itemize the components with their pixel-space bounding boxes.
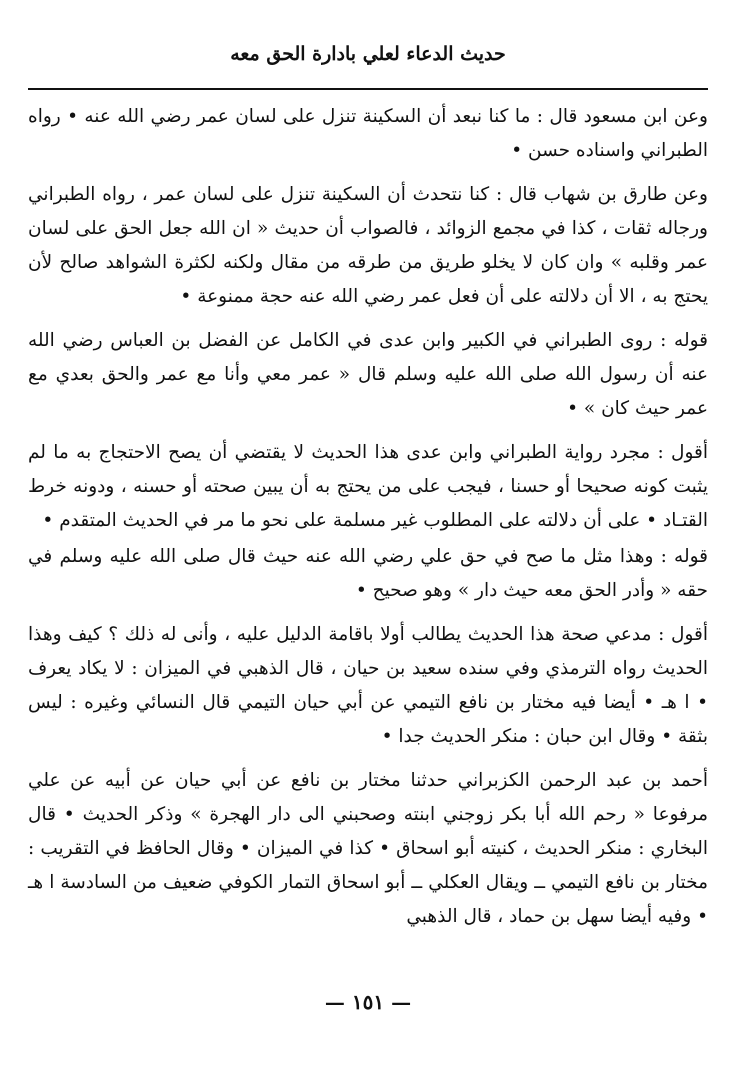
paragraph: أحمد بن عبد الرحمن الكزبراني حدثنا مختار بن نافع عن أبي حيان عن أبيه عن علي مرفوعا « رحم الله أبا بكر زوجني ابنته وصحبني الى دار الهجرة » وذكر الحديث • قال البخاري : منكر الحديث ، كنيته أبو اسحاق • كذا في الميزان • وقال الحافظ في التقريب : مختار بن نافع التيمي ــ ويقال العكلي ــ أبو اسحاق التمار الكوفي ضعيف من السادسة ا هـ • وفيه أيضا سهل بن حماد ، قال الذهبي	[28, 770, 708, 927]
running-header: حديث الدعاء لعلي بادارة الحق معه	[230, 43, 506, 65]
paragraph: وعن طارق بن شهاب قال : كنا نتحدث أن السكينة تنزل على لسان عمر ، رواه الطبراني ورجاله ثقات ، كذا في مجمع الزوائد ، فالصواب أن حديث « ان الله جعل الحق على لسان عمر وقلبه » وان كان لا يخلو طريق من طرقه من مقال ولكنه لكثرة الشواهد صالح لأن يحتج به ، الا أن دلالته على أن فعل عمر رضي الله عنه حجة ممنوعة •	[28, 184, 708, 307]
paragraph: وعن ابن مسعود قال : ما كنا نبعد أن السكينة تنزل على لسان عمر رضي الله عنه • رواه الطبراني واسناده حسن •	[28, 106, 708, 161]
paragraph: أقول : مدعي صحة هذا الحديث يطالب أولا باقامة الدليل عليه ، وأنى له ذلك ؟ كيف وهذا الحديث رواه الترمذي وفي سنده سعيد بن حيان ، قال الذهبي في الميزان : لا يكاد يعرف • ا هـ • أيضا فيه مختار بن نافع التيمي عن أبي حيان التيمي قال النسائي وغيره : ليس بثقة • وقال ابن حبان : منكر الحديث جدا •	[28, 624, 708, 747]
paragraph: قوله : روى الطبراني في الكبير وابن عدى في الكامل عن الفضل بن العباس رضي الله عنه أن رسول الله صلى الله عليه وسلم قال « عمر معي وأنا مع عمر والحق بعدي مع عمر حيث كان » •	[28, 330, 708, 419]
header-divider	[28, 88, 708, 90]
page-body	[28, 100, 708, 944]
paragraph: أقول : مجرد رواية الطبراني وابن عدى هذا الحديث لا يقتضي أن يصح الاحتجاج به ما لم يثبت كونه صحيحا أو حسنا ، فيجب على من يحتج به أن يبين صحته أو حسنه ، ودونه خرط القتـاد • على أن دلالته على المطلوب غير مسلمة على نحو ما مر في الحديث المتقدم •	[28, 442, 708, 531]
book-page	[28, 0, 708, 1088]
paragraph: قوله : وهذا مثل ما صح في حق علي رضي الله عنه حيث قال صلى الله عليه وسلم في حقه « وأدر الحق معه حيث دار » وهو صحيح •	[28, 546, 708, 601]
page-number: — ١٥١ —	[324, 990, 412, 1014]
